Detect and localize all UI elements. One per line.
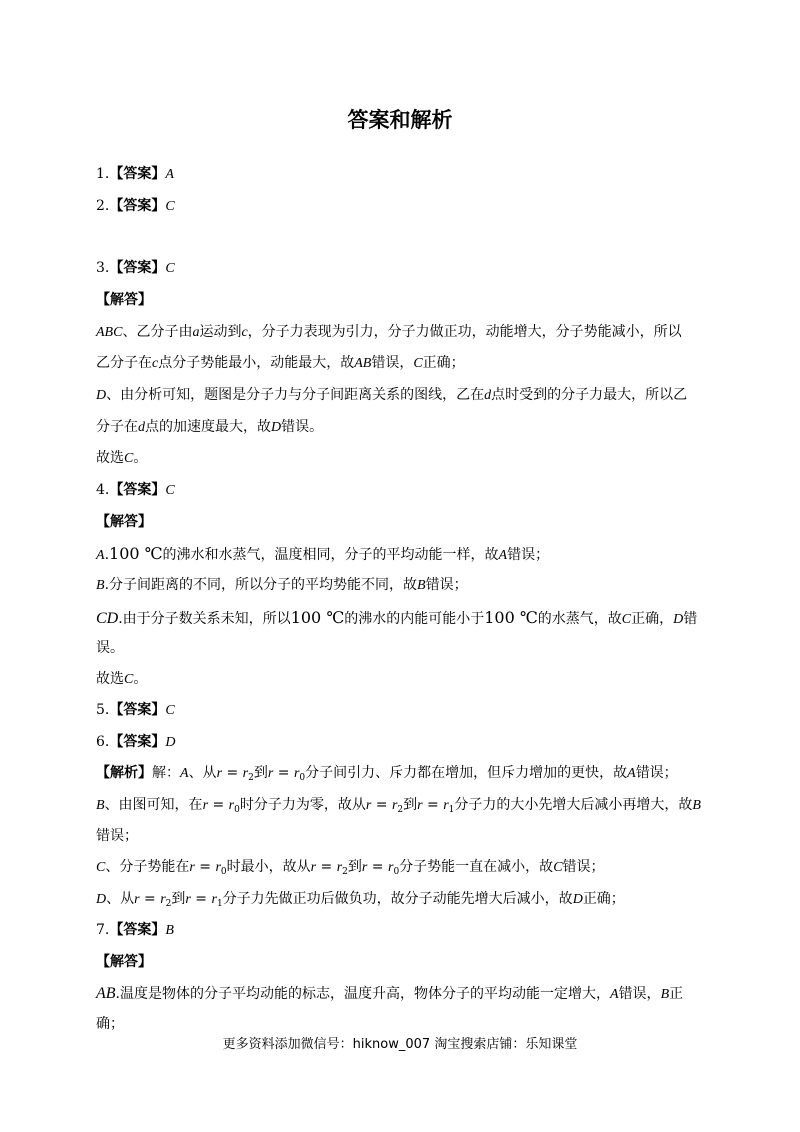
solution-label-q3: 【解答】 [96,292,152,308]
page-title: 答案和解析 [347,108,453,132]
solution-label-q7: 【解答】 [96,954,152,970]
answer-line-q4: 4.【答案】C [96,482,175,498]
page-footer: 更多资料添加微信号：hiknow_007 淘宝搜索店铺：乐知课堂 [222,1037,578,1052]
answer-line-q5: 5.【答案】C [96,702,175,718]
q6-solution-line-3: 错误； [96,828,138,844]
q4-solution-line-4: 误。 [96,640,124,656]
q7-solution-line-1: AB.温度是物体的分子平均动能的标志，温度升高，物体分子的平均动能一定增大，A错误，B正 [96,985,684,1002]
q6-solution-line-2: B、由图可知，在$r = r_0$时分子力为零，故从$r = r_2$到$r = r_1$分子力的大小先增大后减小再增大，故B [96,797,701,815]
q3-solution-line-2: 乙分子在c点分子势能最小，动能最大，故AB错误，C正确； [96,355,465,371]
solution-label-q4: 【解答】 [96,514,152,530]
q4-solution-line-2: B.分子间距离的不同，所以分子的平均势能不同，故B错误； [96,577,468,593]
q7-solution-line-2: 确； [96,1016,124,1032]
q6-solution-line-5: D、从$r = r_2$到$r = r_1$分子力先做正功后做负功，故分子动能先增大后减小，故D正确； [96,891,625,909]
answer-line-q6: 6.【答案】D [96,734,176,750]
q3-solution-line-1: ABC、乙分子由a运动到c，分子力表现为引力，分子力做正功，动能增大，分子势能减小，所以 [96,324,682,340]
q3-conclusion: 故选C。 [96,450,148,466]
q6-solution-line-4: C、分子势能在$r = r_0$时最小，故从$r = r_2$到$r = r_0$分子势能一直在减小，故C错误； [96,859,605,877]
answer-line-q7: 7.【答案】B [96,922,174,938]
answer-line-q3: 3.【答案】C [96,260,175,276]
answer-line-q2: 2.【答案】C [96,198,175,214]
q3-solution-line-4: 分子在d点的加速度最大，故D错误。 [96,419,324,435]
q4-solution-line-1: A.100 ℃的沸水和水蒸气，温度相同，分子的平均动能一样，故A错误； [96,544,550,563]
q3-solution-line-3: D、由分析可知，题图是分子力与分子间距离关系的图线，乙在d点时受到的分子力最大，所以乙 [96,387,688,403]
answer-line-q1: 1.【答案】A [96,166,174,182]
q4-conclusion: 故选C。 [96,671,148,687]
q6-solution-line-1: 【解析】解：A、从$r = r_2$到$r = r_0$分子间引力、斥力都在增加，但斥力增加的更快，故A错误； [96,765,678,783]
q4-solution-line-3: CD.由于分子数关系未知，所以100 ℃的沸水的内能可能小于100 ℃的水蒸气，故C正确，D错 [96,608,698,627]
